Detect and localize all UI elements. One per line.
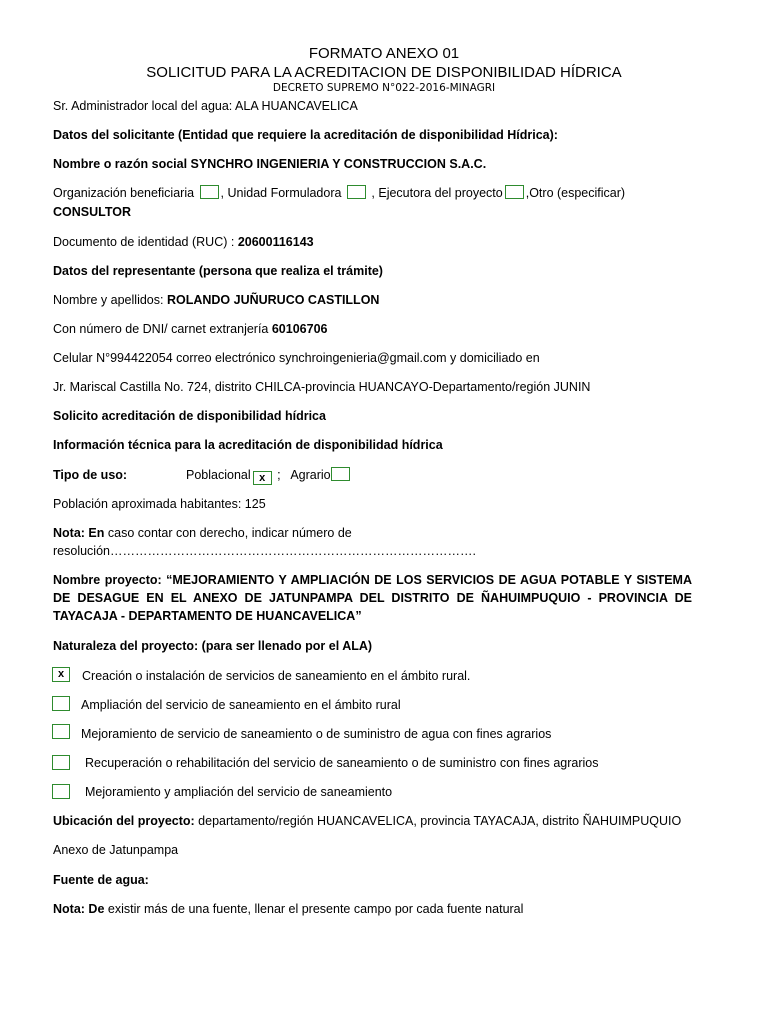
nota-fuente-line xyxy=(53,901,523,917)
nature-option-5-label: Mejoramiento y ampliación del servicio de saneamiento xyxy=(85,785,393,799)
applicant-name-line: Nombre o razón social SYNCHRO INGENIERIA Y CONSTRUCCION S.A.C. xyxy=(53,157,487,171)
addressee-line: Sr. Administrador local del agua: ALA HUANCAVELICA xyxy=(53,99,358,113)
form-title: FORMATO ANEXO 01 xyxy=(308,45,460,62)
dni-value: 60106706 xyxy=(271,322,328,336)
ejecutora-checkbox[interactable] xyxy=(505,185,524,199)
contact-line: Celular N°994422054 correo electrónico synchroingenieria@gmail.com y domiciliado en xyxy=(53,351,540,365)
nota-derecho-text: caso contar con derecho, indicar número de xyxy=(104,526,352,540)
otro-value: CONSULTOR xyxy=(53,205,132,219)
decree-reference: DECRETO SUPREMO N°022-2016-MINAGRI xyxy=(272,82,496,94)
document-value: 20600116143 xyxy=(237,235,314,249)
representative-section-title: Datos del representante (persona que realiza el trámite) xyxy=(53,264,383,278)
usage-separator: ; xyxy=(277,468,281,482)
org-beneficiaria-checkbox[interactable] xyxy=(200,185,219,199)
nature-option-2-label: Ampliación del servicio de saneamiento en el ámbito rural xyxy=(81,698,401,712)
nota-derecho-label: Nota: En xyxy=(53,526,105,540)
nature-option-2-checkbox[interactable] xyxy=(52,696,70,711)
nature-option-5-checkbox[interactable] xyxy=(52,784,70,799)
resolucion-line: resolución……………………………………………………………………………. xyxy=(53,544,476,558)
form-subtitle: SOLICITUD PARA LA ACREDITACION DE DISPONIBILIDAD HÍDRICA xyxy=(146,64,622,81)
representative-name-line xyxy=(53,292,379,308)
agrario-checkbox[interactable] xyxy=(331,467,350,481)
dni-line xyxy=(53,321,327,337)
nature-option-1-checkbox[interactable]: x xyxy=(52,667,70,682)
organization-type-line xyxy=(53,185,625,201)
project-name: Nombre proyecto: “MEJORAMIENTO Y AMPLIACIÓN DE LOS SERVICIOS DE AGUA POTABLE Y SISTEMA DE DESAGUE EN EL ANEXO DE JATUNPAMPA DEL DISTRITO DE ÑAHUIMPUQUIO - PROVINCIA DE TAYACAJA - DEPARTAMENTO DE HUANCAVELICA” xyxy=(53,573,692,623)
nota-fuente-text: existir más de una fuente, llenar el presente campo por cada fuente natural xyxy=(104,902,524,916)
water-source-section-title: Fuente de agua: xyxy=(53,873,149,887)
applicant-section-title: Datos del solicitante (Entidad que requiere la acreditación de disponibilidad Hídrica): xyxy=(53,128,558,142)
address-line: Jr. Mariscal Castilla No. 724, distrito CHILCA-provincia HUANCAYO-Departamento/región JUNIN xyxy=(53,380,591,394)
nature-option-4-checkbox[interactable] xyxy=(52,755,70,770)
nature-option-1-label: Creación o instalación de servicios de saneamiento en el ámbito rural. xyxy=(82,669,471,683)
nature-option-4-label: Recuperación o rehabilitación del servicio de saneamiento o de suministro con fines agrarios xyxy=(85,756,599,770)
representative-name-value: ROLANDO JUÑURUCO CASTILLON xyxy=(166,293,380,307)
document-label: Documento de identidad (RUC) : xyxy=(53,235,238,249)
ejecutora-label: , Ejecutora del proyecto xyxy=(367,186,503,200)
nature-section-title: Naturaleza del proyecto: (para ser llenado por el ALA) xyxy=(53,639,373,653)
poblacional-label: Poblacional xyxy=(186,468,251,482)
technical-section-title: Información técnica para la acreditación de disponibilidad hídrica xyxy=(53,438,443,452)
nature-option-3-checkbox[interactable] xyxy=(52,724,70,739)
location-value: departamento/región HUANCAVELICA, provincia TAYACAJA, distrito ÑAHUIMPUQUIO xyxy=(194,814,682,828)
usage-type-label: Tipo de uso: xyxy=(53,468,128,482)
otro-label: ,Otro (especificar) xyxy=(525,186,626,200)
dni-label: Con número de DNI/ carnet extranjería xyxy=(53,322,272,336)
unidad-formuladora-label: , Unidad Formuladora xyxy=(220,186,342,200)
population-line: Población aproximada habitantes: 125 xyxy=(53,497,266,511)
unidad-formuladora-checkbox[interactable] xyxy=(347,185,366,199)
poblacional-checkbox[interactable]: x xyxy=(253,471,272,485)
location-label: Ubicación del proyecto: xyxy=(53,814,195,828)
usage-type-line xyxy=(53,467,352,485)
request-line: Solicito acreditación de disponibilidad hídrica xyxy=(53,409,326,423)
nature-option-3-label: Mejoramiento de servicio de saneamiento o de suministro de agua con fines agrarios xyxy=(81,727,552,741)
nota-fuente-label: Nota: De xyxy=(53,902,105,916)
annex-line: Anexo de Jatunpampa xyxy=(53,843,179,857)
agrario-label: Agrario xyxy=(290,468,331,482)
representative-name-label: Nombre y apellidos: xyxy=(53,293,167,307)
org-beneficiaria-label: Organización beneficiaria xyxy=(53,186,195,200)
location-line xyxy=(53,813,681,829)
document-line xyxy=(53,234,314,250)
nota-derecho-line xyxy=(53,525,352,541)
